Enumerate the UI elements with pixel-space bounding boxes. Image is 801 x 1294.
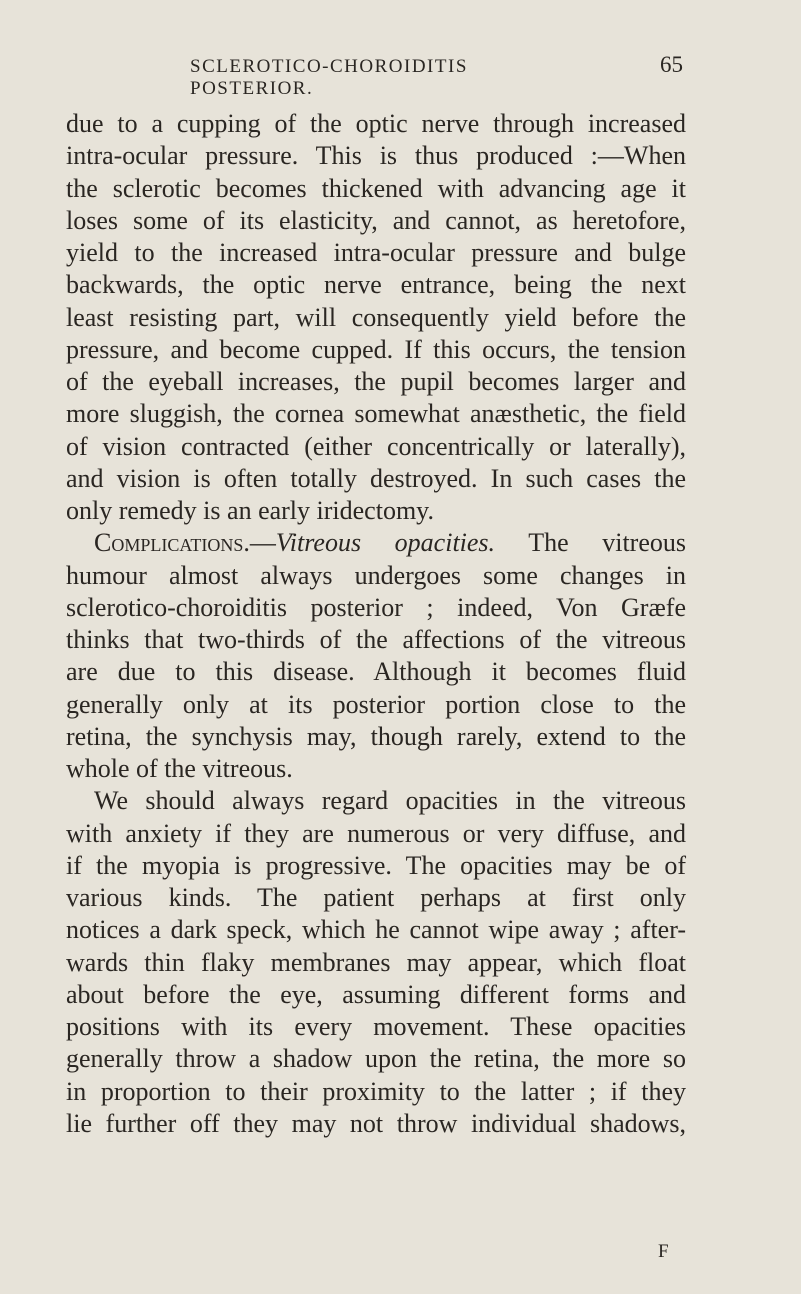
text-line: with anxiety if they are numerous or very diffuse, and [66, 818, 686, 848]
text-line: of the eyeball increases, the pupil becomes larger and [66, 367, 686, 396]
text-line: generally only at its posterior portion close to the [66, 689, 686, 719]
text-line: positions with its every movement. These opacities [66, 1012, 686, 1041]
text-line: in proportion to their proximity to the latter ; if they [66, 1076, 686, 1106]
text-line: whole of the vitreous. [66, 754, 293, 783]
text-line: the sclerotic becomes thickened with advancing age it [66, 173, 686, 203]
signature-mark: F [658, 1241, 669, 1262]
text-line: retina, the synchysis may, though rarely, extend to the [66, 721, 686, 751]
running-head: SCLEROTICO-CHOROIDITIS POSTERIOR. [190, 56, 468, 99]
complications-rest: The vitreous [495, 528, 686, 558]
text-line: humour almost always undergoes some changes in [66, 560, 686, 590]
text-line: wards thin flaky membranes may appear, which float [66, 947, 686, 977]
complications-line [66, 527, 686, 559]
complications-dash: — [249, 528, 276, 558]
text-line: sclerotico-choroiditis posterior ; indeed, Von Græfe [66, 592, 686, 622]
text-line: of vision contracted (either concentrically or laterally), [66, 431, 686, 461]
text-line: lie further off they may not throw individual shadows, [66, 1108, 686, 1138]
text-line: due to a cupping of the optic nerve through increased [66, 109, 686, 138]
text-line: pressure, and become cupped. If this occurs, the tension [66, 334, 686, 364]
text-line: least resisting part, will consequently yield before the [66, 302, 686, 332]
text-line: if the myopia is progressive. The opacities may be of [66, 850, 686, 880]
complications-heading: Complications. [94, 528, 250, 558]
text-line: generally throw a shadow upon the retina, the more so [66, 1044, 686, 1074]
text-line: notices a dark speck, which he cannot wipe away ; after- [66, 915, 686, 945]
text-line: loses some of its elasticity, and cannot, as heretofore, [66, 205, 686, 235]
text-line: thinks that two-thirds of the affections of the vitreous [66, 625, 686, 654]
body-text [66, 108, 686, 1140]
text-line: backwards, the optic nerve entrance, being the next [66, 270, 686, 300]
text-line: We should always regard opacities in the vitreous [94, 786, 686, 816]
text-line: yield to the increased intra-ocular pressure and bulge [66, 238, 686, 267]
text-line: more sluggish, the cornea somewhat anæsthetic, the field [66, 399, 686, 429]
text-line: intra-ocular pressure. This is thus produced :—When [66, 141, 686, 171]
text-line: about before the eye, assuming different forms and [66, 979, 686, 1009]
page-number: 65 [660, 52, 683, 77]
text-line: various kinds. The patient perhaps at first only [66, 883, 686, 912]
text-line: and vision is often totally destroyed. In such cases the [66, 463, 686, 493]
complications-subject: Vitreous opacities. [275, 528, 496, 558]
text-line: are due to this disease. Although it becomes fluid [66, 657, 686, 687]
text-line: only remedy is an early iridectomy. [66, 496, 434, 525]
